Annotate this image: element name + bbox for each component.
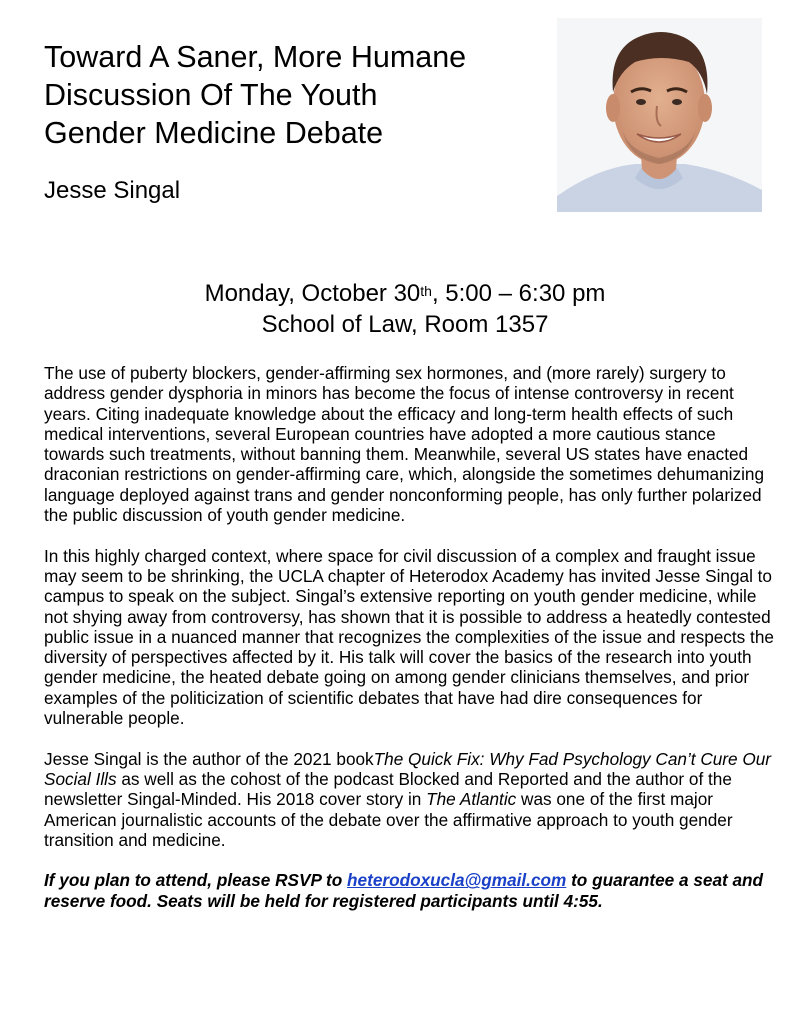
rsvp-text-a: If you plan to attend, please RSVP to <box>44 870 348 891</box>
rsvp-email-link[interactable]: heterodoxucla@gmail.com <box>347 870 567 891</box>
book-title: The Quick Fix: Why Fad Psychology Can’t Cure Our Social Ills <box>44 748 772 789</box>
speaker-name: Jesse Singal <box>44 177 181 204</box>
bio-text-c: was one of the first major American journalistic accounts of the debate over the affirmative approach to youth gender transition and medicine. <box>44 789 733 850</box>
event-description <box>44 363 779 931</box>
paragraph-context: The use of puberty blockers, gender-affirming sex hormones, and (more rarely) surgery to address gender dysphoria in minors has become the focus of intense controversy in recent years. Citing inadequate knowledge about the efficacy and long-term health effects of such medical interventions, several European countries have adopted a more cautious stance towards such treatments, without banning them. Meanwhile, several US states have enacted draconian restrictions on gender-affirming care, which, alongside the sometimes dehumanizing language deployed against trans and gender nonconforming people, has only further polarized the public discussion of youth gender medicine. <box>44 363 765 526</box>
event-details <box>0 278 810 340</box>
title-line-1: Toward A Saner, More Humane <box>44 40 467 74</box>
bio-text-b: as well as the cohost of the podcast Blocked and Reported and the author of the newsletter Singal-Minded. His 2018 cover story in <box>44 768 732 810</box>
paragraph-speaker-bio <box>44 749 779 850</box>
rsvp-text-b: to guarantee a seat and reserve food. Seats will be held for registered participants until 4:55. <box>44 870 764 911</box>
event-title <box>44 38 544 152</box>
paragraph-invitation: In this highly charged context, where space for civil discussion of a complex and fraught issue may seem to be shrinking, the UCLA chapter of Heterodox Academy has invited Jesse Singal to campus to speak on the subject. Singal’s extensive reporting on youth gender medicine, while not shying away from controversy, has shown that it is possible to address a heatedly contested public issue in a nuanced manner that recognizes the complexities of the issue and respects the diversity of perspectives affected by it. His talk will cover the basics of the research into youth gender medicine, the heated debate going on among gender clinicians themselves, and prior examples of the politicization of scientific debates that have had dire consequences for vulnerable people. <box>44 545 774 729</box>
title-line-2: Discussion Of The Youth <box>44 78 378 112</box>
event-date: Monday, October 30 <box>204 280 421 307</box>
title-line-3: Gender Medicine Debate <box>44 116 384 150</box>
magazine-title: The Atlantic <box>426 789 517 810</box>
speaker-portrait-icon <box>557 18 762 212</box>
event-date-ordinal: th <box>420 283 432 299</box>
event-datetime <box>0 278 810 309</box>
rsvp-notice <box>44 870 779 911</box>
bio-text-a: Jesse Singal is the author of the 2021 book <box>44 748 374 769</box>
event-time: , 5:00 – 6:30 pm <box>431 280 606 307</box>
speaker-photo <box>557 18 762 212</box>
event-location: School of Law, Room 1357 <box>261 311 549 338</box>
